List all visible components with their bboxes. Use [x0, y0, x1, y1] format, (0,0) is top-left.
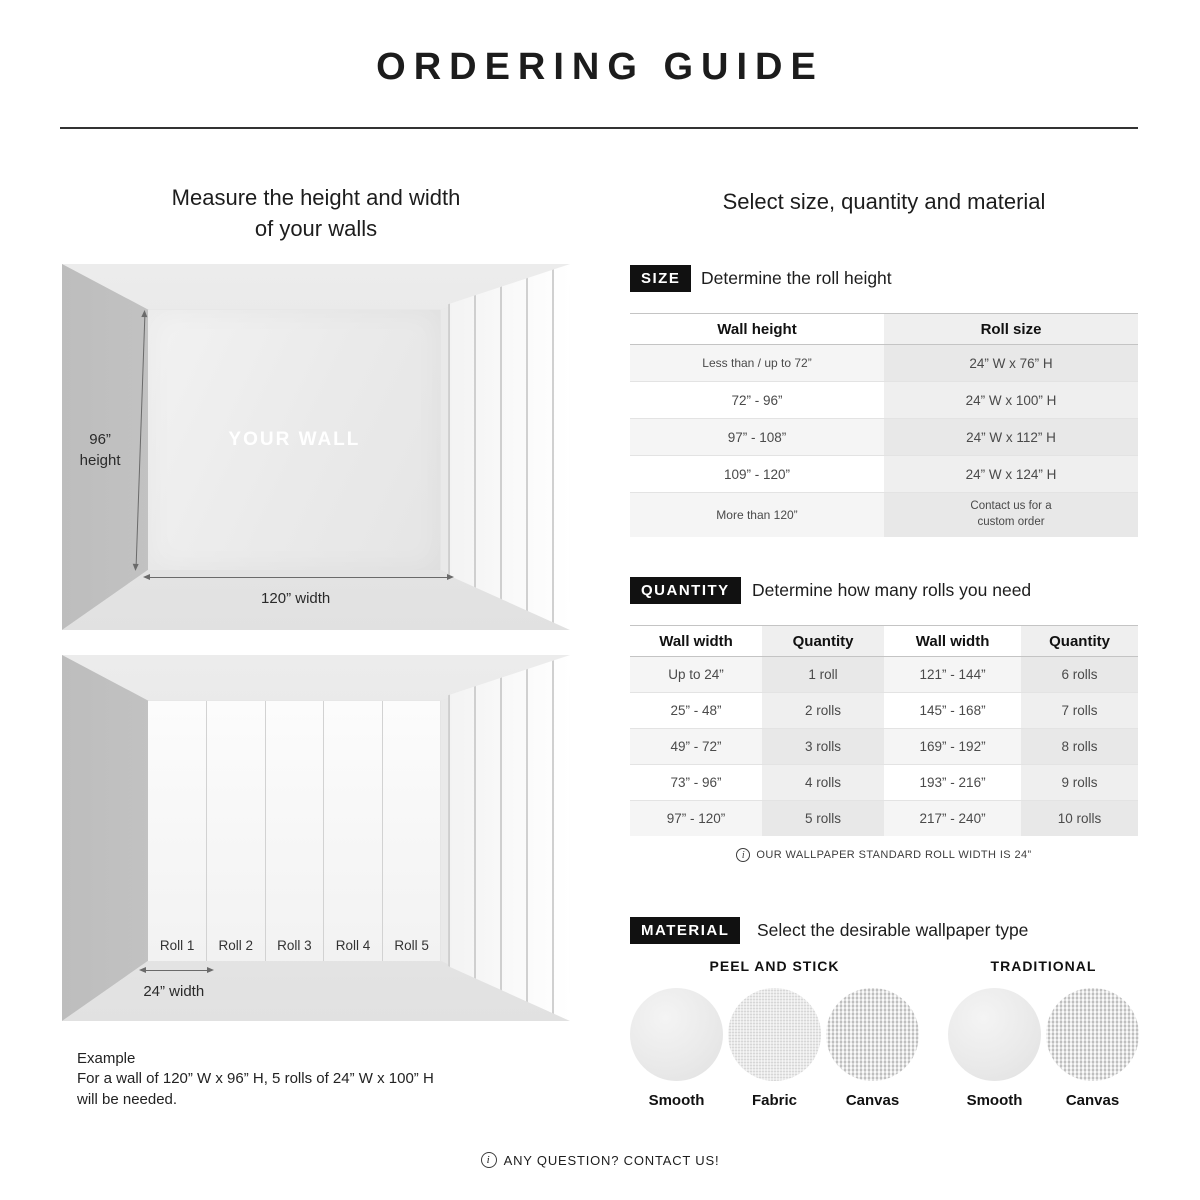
room-window [448, 264, 570, 630]
qty-col-wall-width-2: Wall width [915, 632, 990, 650]
wall-width-cell: 25” - 48” [670, 703, 722, 718]
quantity-cell: 8 rolls [1021, 729, 1138, 764]
quantity-cell: 1 roll [762, 657, 884, 692]
quantity-table-row [630, 657, 1138, 693]
measure-heading-line2: of your walls [254, 216, 378, 242]
smooth-texture-icon [948, 988, 1041, 1081]
material-subtitle: Select the desirable wallpaper type [757, 920, 1029, 940]
quantity-table [630, 625, 1138, 836]
canvas-texture-icon [826, 988, 919, 1081]
material-group-title: PEEL AND STICK [709, 958, 840, 974]
wall-width-cell: Up to 24” [630, 657, 762, 692]
quantity-table-row [630, 693, 1138, 729]
roll-width-dimension-label: 24” width [143, 982, 205, 1000]
qty-col-quantity-1: Quantity [762, 626, 884, 656]
wall-width-cell: 73” - 96” [670, 775, 722, 790]
wall-width-cell: 49” - 72” [630, 729, 762, 764]
wall-height-cell: 97” - 108” [630, 419, 884, 455]
quantity-cell: 6 rolls [1021, 657, 1138, 692]
quantity-subtitle: Determine how many rolls you need [752, 580, 1032, 600]
wall-height-cell: More than 120” [630, 493, 884, 537]
roll-panel [148, 701, 207, 961]
canvas-texture-icon [1046, 988, 1139, 1081]
swatch-label: Smooth [648, 1092, 705, 1109]
swatch-canvas [1046, 988, 1139, 1109]
roll-panel [207, 701, 266, 961]
swatch-row [948, 988, 1139, 1109]
roll-size-cell [884, 493, 1138, 537]
width-dimension-label: 120” width [261, 589, 331, 607]
size-table-row [630, 382, 1138, 419]
quantity-cell: 9 rolls [1021, 765, 1138, 800]
width-dimension-arrow [150, 577, 447, 578]
quantity-cell: 4 rolls [762, 765, 884, 800]
roll-panels [148, 701, 440, 961]
size-table-row [630, 419, 1138, 456]
quantity-cell: 5 rolls [762, 801, 884, 836]
wall-height-cell: 72” - 96” [731, 392, 783, 408]
roll-panel-label: Roll 4 [335, 937, 371, 953]
room-window [448, 655, 570, 1021]
swatch-label: Canvas [845, 1092, 900, 1109]
roll-panel-label: Roll 2 [218, 937, 254, 953]
footer-contact-text: ANY QUESTION? CONTACT US! [503, 1152, 720, 1168]
swatch-smooth [630, 988, 723, 1109]
swatch-smooth [948, 988, 1041, 1109]
wall-width-cell: 217” - 240” [884, 801, 1021, 836]
roll-panel-label: Roll 1 [159, 937, 195, 953]
size-col-roll-size: Roll size [884, 314, 1138, 344]
roll-size-cell: 24” W x 100” H [884, 382, 1138, 418]
quantity-table-header [630, 626, 1138, 657]
swatch-row [630, 988, 919, 1109]
wall-width-cell: 121” - 144” [884, 657, 1021, 692]
info-icon: i [481, 1152, 497, 1168]
swatch-label: Fabric [751, 1092, 797, 1109]
footer-contact [0, 1152, 1200, 1168]
swatch-label: Canvas [1065, 1092, 1120, 1109]
quantity-cell: 10 rolls [1021, 801, 1138, 836]
roll-panel [324, 701, 383, 961]
quantity-cell: 7 rolls [1021, 693, 1138, 728]
smooth-texture-icon [630, 988, 723, 1081]
roll-width-dimension-arrow [146, 970, 207, 971]
swatch-label: Smooth [966, 1092, 1023, 1109]
info-icon: i [736, 848, 750, 862]
wall-width-cell: 145” - 168” [919, 703, 986, 718]
size-badge: SIZE [630, 265, 691, 292]
swatch-fabric [728, 988, 821, 1109]
roll-panel-label: Roll 5 [394, 937, 429, 953]
quantity-cell: 2 rolls [762, 693, 884, 728]
fabric-texture-icon [728, 988, 821, 1081]
quantity-cell: 3 rolls [762, 729, 884, 764]
size-table [630, 313, 1138, 537]
roll-width-note [630, 848, 1138, 862]
size-table-row [630, 345, 1138, 382]
roll-size-cell: 24” W x 124” H [884, 456, 1138, 492]
wall-width-cell: 97” - 120” [630, 801, 762, 836]
example-line2: will be needed. [77, 1090, 178, 1108]
custom-order-text: Contact us for a custom order [970, 500, 1052, 528]
page-title: ORDERING GUIDE [376, 46, 824, 88]
roll-size-cell: 24” W x 112” H [884, 419, 1138, 455]
size-col-wall-height: Wall height [717, 320, 797, 338]
room-illustration-your-wall [62, 264, 570, 630]
material-group-title: TRADITIONAL [990, 958, 1097, 974]
material-group-peel-and-stick [630, 958, 919, 1109]
wall-height-cell: Less than / up to 72” [630, 345, 884, 381]
size-subtitle: Determine the roll height [701, 268, 892, 288]
wall-width-cell: 193” - 216” [919, 775, 986, 790]
qty-col-wall-width-1: Wall width [659, 632, 733, 650]
quantity-table-row [630, 801, 1138, 836]
measure-heading-line1: Measure the height and width [171, 185, 461, 210]
size-table-header [630, 314, 1138, 345]
material-badge: MATERIAL [630, 917, 740, 944]
material-group-traditional [948, 958, 1139, 1109]
quantity-badge: QUANTITY [630, 577, 741, 604]
quantity-table-row [630, 765, 1138, 801]
title-divider [60, 127, 1138, 129]
height-word: height [79, 452, 121, 470]
measure-heading [62, 182, 570, 244]
wall-width-cell: 169” - 192” [884, 729, 1021, 764]
example-block [77, 1049, 572, 1110]
size-table-row [630, 456, 1138, 493]
wall-height-cell: 109” - 120” [723, 466, 791, 482]
your-wall-label: YOUR WALL [228, 428, 361, 450]
swatch-canvas [826, 988, 919, 1109]
example-title: Example [77, 1050, 136, 1067]
roll-panel [383, 701, 441, 961]
select-heading: Select size, quantity and material [722, 189, 1046, 214]
size-table-row [630, 493, 1138, 537]
qty-col-quantity-2: Quantity [1021, 626, 1138, 656]
roll-panel [266, 701, 325, 961]
roll-size-cell: 24” W x 76” H [884, 345, 1138, 381]
roll-panel-label: Roll 3 [277, 937, 312, 953]
height-value: 96” [89, 430, 111, 448]
room-illustration-rolls [62, 655, 570, 1021]
material-options [630, 958, 1139, 1109]
example-line1: For a wall of 120” W x 96” H, 5 rolls of 24” W x 100” H [77, 1070, 434, 1088]
height-dimension-label [67, 429, 133, 473]
roll-width-note-text: OUR WALLPAPER STANDARD ROLL WIDTH IS 24” [756, 849, 1032, 861]
quantity-table-row [630, 729, 1138, 765]
